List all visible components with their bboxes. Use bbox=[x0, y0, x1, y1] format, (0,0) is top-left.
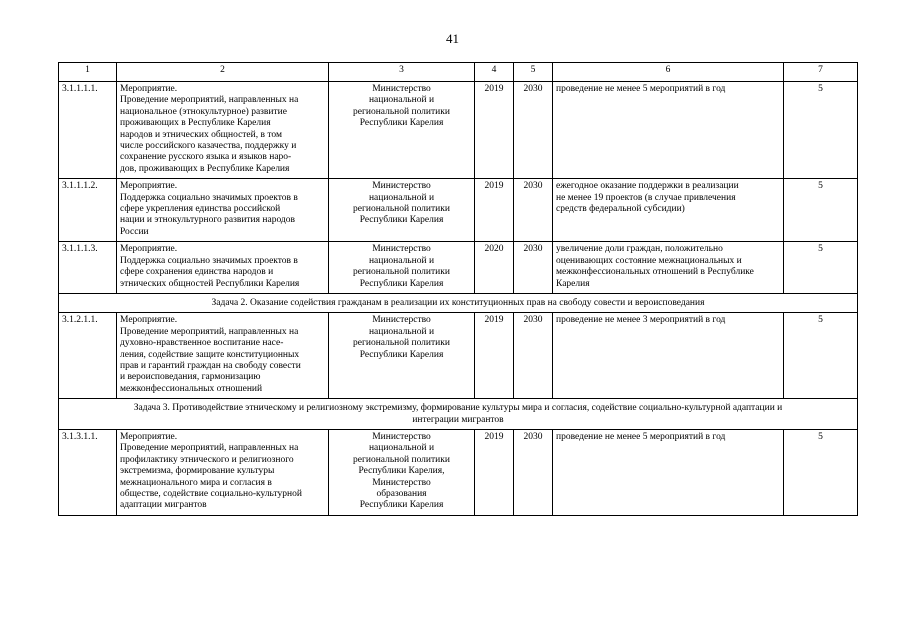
text-line: Республики Карелия bbox=[359, 500, 444, 511]
item-executor bbox=[329, 429, 475, 515]
text-line: Поддержка социально значимых проектов в bbox=[120, 255, 298, 266]
table-body bbox=[59, 63, 858, 516]
header-col-6: 6 bbox=[553, 63, 784, 82]
text-line: духовно-нравственное воспитание насе- bbox=[120, 338, 284, 349]
page-number: 41 bbox=[446, 31, 459, 46]
header-col-7: 7 bbox=[784, 63, 858, 82]
text-line: Республики Карелия bbox=[359, 278, 444, 289]
text-line: сфере укрепления единства российской bbox=[120, 204, 281, 215]
item-result bbox=[553, 82, 784, 179]
text-line: Республики Карелия bbox=[359, 215, 444, 226]
text-line: Министерство bbox=[372, 315, 431, 326]
text-line: Задача 3. Противодействие этническому и религиозному экстремизму, формирование культуры мира и согласия, содействие социально-культурной адаптации и bbox=[133, 403, 783, 414]
table-row bbox=[59, 242, 858, 294]
header-col-2: 2 bbox=[117, 63, 329, 82]
item-number: 3.1.3.1.1. bbox=[59, 429, 117, 515]
text-line: прав и гарантий граждан на свободу совести bbox=[120, 360, 301, 371]
text-line: Мероприятие. bbox=[120, 431, 178, 442]
text-line: национальной и bbox=[368, 443, 435, 454]
item-executor bbox=[329, 82, 475, 179]
item-description bbox=[117, 179, 329, 242]
text-line: Карелия bbox=[556, 278, 590, 289]
text-line: национальной и bbox=[368, 326, 435, 337]
task-row bbox=[59, 293, 858, 312]
text-line: экстремизма, формирование культуры bbox=[120, 466, 275, 477]
item-link: 5 bbox=[784, 82, 858, 179]
text-line: региональной политики bbox=[353, 338, 450, 349]
text-line: дов, проживающих в Республике Карелия bbox=[120, 163, 290, 174]
item-result bbox=[553, 179, 784, 242]
task-heading bbox=[59, 399, 858, 430]
item-start-year: 2019 bbox=[475, 313, 514, 399]
text-line: проведение не менее 5 мероприятий в год bbox=[556, 431, 726, 442]
text-line: оценивающих состояние межнациональных и bbox=[556, 255, 742, 266]
text-line: Министерство bbox=[372, 181, 431, 192]
item-link: 5 bbox=[784, 313, 858, 399]
table-row bbox=[59, 429, 858, 515]
text-line: межконфессиональных отношений bbox=[120, 383, 263, 394]
text-line: национальное (этнокультурное) развитие bbox=[120, 106, 287, 117]
item-end-year: 2030 bbox=[514, 82, 553, 179]
text-line: Министерство bbox=[372, 477, 431, 488]
task-row bbox=[59, 399, 858, 430]
text-line: проведение не менее 5 мероприятий в год bbox=[556, 84, 726, 94]
text-line: проведение не менее 3 мероприятий в год bbox=[556, 315, 726, 326]
text-line: адаптации мигрантов bbox=[120, 500, 207, 511]
item-link: 5 bbox=[784, 179, 858, 242]
text-line: проживающих в Республике Карелия bbox=[120, 118, 271, 129]
table-row bbox=[59, 82, 858, 179]
text-line: национальной и bbox=[368, 95, 435, 106]
item-link: 5 bbox=[784, 429, 858, 515]
text-line: интеграции мигрантов bbox=[412, 414, 504, 425]
item-description bbox=[117, 82, 329, 179]
text-line: национальной и bbox=[368, 192, 435, 203]
item-description bbox=[117, 429, 329, 515]
text-line: нации и этнокультурного развития народов bbox=[120, 215, 295, 226]
item-link: 5 bbox=[784, 242, 858, 294]
text-line: народов и этнических общностей, в том bbox=[120, 129, 282, 140]
header-col-4: 4 bbox=[475, 63, 514, 82]
text-line: сфере сохранения единства народов и bbox=[120, 267, 274, 278]
task-heading bbox=[59, 293, 858, 312]
text-line: региональной политики bbox=[353, 204, 450, 215]
text-line: межнационального мира и согласия в bbox=[120, 477, 272, 488]
text-line: числе российского казачества, поддержку и bbox=[120, 141, 297, 152]
text-line: Задача 2. Оказание содействия гражданам в реализации их конституционных прав на свободу совести и вероисповедания bbox=[211, 297, 705, 308]
text-line: ления, содействие защите конституционных bbox=[120, 349, 300, 360]
text-line: региональной политики bbox=[353, 106, 450, 117]
text-line: Министерство bbox=[372, 84, 431, 94]
text-line: ежегодное оказание поддержки в реализации bbox=[556, 181, 739, 192]
item-start-year: 2020 bbox=[475, 242, 514, 294]
item-description bbox=[117, 242, 329, 294]
item-description bbox=[117, 313, 329, 399]
header-col-3: 3 bbox=[329, 63, 475, 82]
item-result bbox=[553, 429, 784, 515]
text-line: региональной политики bbox=[353, 454, 450, 465]
text-line: Республики Карелия bbox=[359, 349, 444, 360]
text-line: национальной и bbox=[368, 255, 435, 266]
item-executor bbox=[329, 242, 475, 294]
item-result bbox=[553, 313, 784, 399]
item-end-year: 2030 bbox=[514, 242, 553, 294]
text-line: Республики Карелия, bbox=[358, 466, 445, 477]
item-end-year: 2030 bbox=[514, 313, 553, 399]
item-end-year: 2030 bbox=[514, 429, 553, 515]
item-number: 3.1.2.1.1. bbox=[59, 313, 117, 399]
item-number: 3.1.1.1.3. bbox=[59, 242, 117, 294]
text-line: Мероприятие. bbox=[120, 244, 178, 255]
item-start-year: 2019 bbox=[475, 429, 514, 515]
program-table bbox=[58, 62, 858, 516]
item-executor bbox=[329, 313, 475, 399]
text-line: межконфессиональных отношений в Республике bbox=[556, 267, 754, 278]
text-line: этнических общностей Республики Карелия bbox=[120, 278, 300, 289]
text-line: Министерство bbox=[372, 244, 431, 255]
item-number: 3.1.1.1.1. bbox=[59, 82, 117, 179]
text-line: Мероприятие. bbox=[120, 181, 178, 192]
text-line: профилактику этнического и религиозного bbox=[120, 454, 294, 465]
text-line: Министерство bbox=[372, 431, 431, 442]
item-result bbox=[553, 242, 784, 294]
text-line: Проведение мероприятий, направленных на bbox=[120, 326, 299, 337]
text-line: России bbox=[120, 226, 149, 237]
text-line: Республики Карелия bbox=[359, 118, 444, 129]
text-line: образования bbox=[376, 489, 427, 499]
text-line: региональной политики bbox=[353, 267, 450, 278]
table-row bbox=[59, 313, 858, 399]
table-header-row bbox=[59, 63, 858, 82]
item-end-year: 2030 bbox=[514, 179, 553, 242]
item-number: 3.1.1.1.2. bbox=[59, 179, 117, 242]
text-line: увеличение доли граждан, положительно bbox=[556, 244, 723, 255]
text-line: и вероисповедания, гармонизацию bbox=[120, 372, 261, 383]
text-line: обществе, содействие социально-культурной bbox=[120, 489, 302, 499]
table-row bbox=[59, 179, 858, 242]
text-line: Мероприятие. bbox=[120, 84, 178, 94]
header-col-1: 1 bbox=[59, 63, 117, 82]
text-line: средств федеральной субсидии) bbox=[556, 204, 685, 215]
text-line: не менее 19 проектов (в случае привлечения bbox=[556, 192, 736, 203]
text-line: Мероприятие. bbox=[120, 315, 178, 326]
text-line: Проведение мероприятий, направленных на bbox=[120, 95, 299, 106]
item-executor bbox=[329, 179, 475, 242]
item-start-year: 2019 bbox=[475, 82, 514, 179]
text-line: Поддержка социально значимых проектов в bbox=[120, 192, 298, 203]
item-start-year: 2019 bbox=[475, 179, 514, 242]
text-line: Проведение мероприятий, направленных на bbox=[120, 443, 299, 454]
text-line: сохранение русского языка и языков наро- bbox=[120, 152, 292, 163]
header-col-5: 5 bbox=[514, 63, 553, 82]
